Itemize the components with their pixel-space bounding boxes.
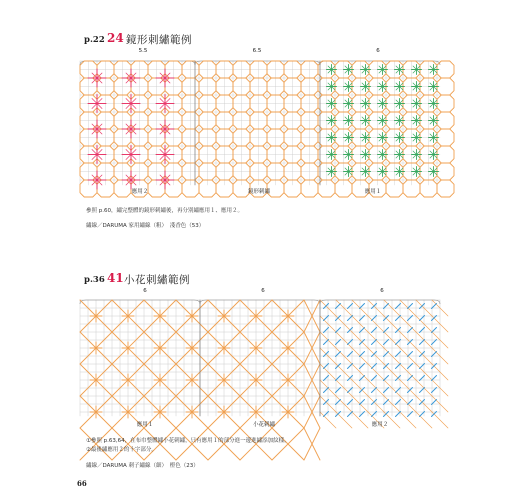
blue-cross-stitch [348, 400, 353, 405]
blue-cross-stitch [420, 328, 425, 333]
page-reference: p.36 [84, 275, 105, 285]
blue-cross-stitch [324, 364, 329, 369]
blue-cross-stitch [336, 376, 341, 381]
blue-cross-stitch [384, 400, 389, 405]
blue-cross-stitch [396, 388, 401, 393]
blue-cross-stitch [396, 364, 401, 369]
blue-cross-stitch [360, 328, 365, 333]
blue-cross-stitch [408, 376, 413, 381]
blue-cross-stitch [336, 340, 341, 345]
mirror-stitch-diagram [80, 55, 440, 185]
blue-cross-stitch [384, 340, 389, 345]
blue-cross-stitch [336, 352, 341, 357]
width-label: 6 [143, 288, 147, 294]
blue-cross-stitch [336, 328, 341, 333]
blue-cross-stitch [372, 340, 377, 345]
page-number: 66 [77, 479, 87, 488]
blue-cross-stitch [396, 340, 401, 345]
blue-cross-stitch [372, 328, 377, 333]
blue-cross-stitch [360, 400, 365, 405]
blue-cross-stitch [384, 352, 389, 357]
width-label: 6 [380, 288, 384, 294]
blue-cross-stitch [384, 388, 389, 393]
blue-cross-stitch [408, 304, 413, 309]
blue-cross-stitch [396, 352, 401, 357]
blue-cross-stitch [372, 388, 377, 393]
panel-label: 應用１ [136, 422, 154, 428]
thread-note: 繡線／DARUMA 家用繡線（粗） 淺香色（53） [86, 223, 205, 229]
blue-cross-stitch [372, 376, 377, 381]
panel-label: 應用２ [371, 422, 389, 428]
blue-cross-stitch [420, 412, 425, 417]
blue-cross-stitch [360, 364, 365, 369]
blue-cross-stitch [420, 376, 425, 381]
blue-cross-stitch [336, 388, 341, 393]
blue-cross-stitch [360, 352, 365, 357]
blue-cross-stitch [432, 304, 437, 309]
blue-cross-stitch [408, 412, 413, 417]
width-label: 6 [376, 48, 380, 54]
blue-cross-stitch [408, 352, 413, 357]
panel-label: 應用２ [131, 189, 149, 195]
blue-cross-stitch [396, 316, 401, 321]
blue-cross-stitch [432, 328, 437, 333]
pattern-number: 41 [107, 271, 124, 285]
blue-cross-stitch [324, 388, 329, 393]
blue-cross-stitch [396, 400, 401, 405]
blue-cross-stitch [360, 376, 365, 381]
section-title: 鏡形刺繡範例 [126, 34, 192, 46]
instruction-note: 參照 p.60，繡完整體的鏡形刺繡後，再分別繡應用１、應用２。 [86, 208, 243, 214]
section-title: 小花刺繡範例 [124, 274, 190, 286]
panel-label: 鏡形刺繡 [247, 189, 270, 195]
page-reference: p.22 [84, 35, 105, 45]
blue-cross-stitch [408, 328, 413, 333]
blue-cross-stitch [372, 412, 377, 417]
blue-cross-stitch [372, 316, 377, 321]
blue-cross-stitch [348, 352, 353, 357]
panel-label: 小花刺繡 [252, 422, 275, 428]
blue-cross-stitch [348, 364, 353, 369]
blue-cross-stitch [336, 400, 341, 405]
blue-cross-stitch [324, 328, 329, 333]
blue-cross-stitch [420, 340, 425, 345]
instruction-note: ②最後繡應用２的十字部分。 [86, 447, 157, 453]
blue-cross-stitch [408, 364, 413, 369]
blue-cross-stitch [348, 304, 353, 309]
blue-cross-stitch [384, 328, 389, 333]
blue-cross-stitch [420, 316, 425, 321]
blue-cross-stitch [324, 412, 329, 417]
blue-cross-stitch [348, 340, 353, 345]
blue-cross-stitch [324, 316, 329, 321]
width-label: 6 [261, 288, 265, 294]
blue-cross-stitch [432, 352, 437, 357]
blue-cross-stitch [384, 376, 389, 381]
blue-cross-stitch [372, 364, 377, 369]
width-label: 6.5 [252, 48, 262, 54]
width-label: 5.5 [138, 48, 148, 54]
blue-cross-stitch [348, 388, 353, 393]
blue-cross-stitch [348, 316, 353, 321]
blue-cross-stitch [432, 340, 437, 345]
thread-note: 繡線／DARUMA 刺子繡線（細） 橙色（23） [86, 463, 199, 469]
blue-cross-stitch [420, 364, 425, 369]
blue-cross-stitch [396, 412, 401, 417]
blue-cross-stitch [420, 388, 425, 393]
blue-cross-stitch [432, 376, 437, 381]
blue-cross-stitch [324, 340, 329, 345]
small-flower-stitch-diagram [80, 294, 440, 416]
blue-cross-stitch [432, 400, 437, 405]
blue-cross-stitch [324, 376, 329, 381]
panel-label: 應用１ [364, 189, 382, 195]
blue-cross-stitch [360, 304, 365, 309]
blue-cross-stitch [408, 316, 413, 321]
instruction-note: ①參照 p.63,64，在布巾整體繡小花刺繡，只有應用１的部分進一邊進繡添加紋樣。 [86, 438, 290, 444]
pattern-number: 24 [107, 31, 124, 45]
blue-cross-stitch [336, 304, 341, 309]
blue-cross-stitch [360, 316, 365, 321]
blue-cross-stitch [384, 304, 389, 309]
blue-cross-stitch [348, 412, 353, 417]
blue-cross-stitch [432, 388, 437, 393]
blue-cross-stitch [408, 400, 413, 405]
octagon-stitch [437, 180, 454, 197]
blue-cross-stitch [396, 304, 401, 309]
blue-cross-stitch [360, 412, 365, 417]
